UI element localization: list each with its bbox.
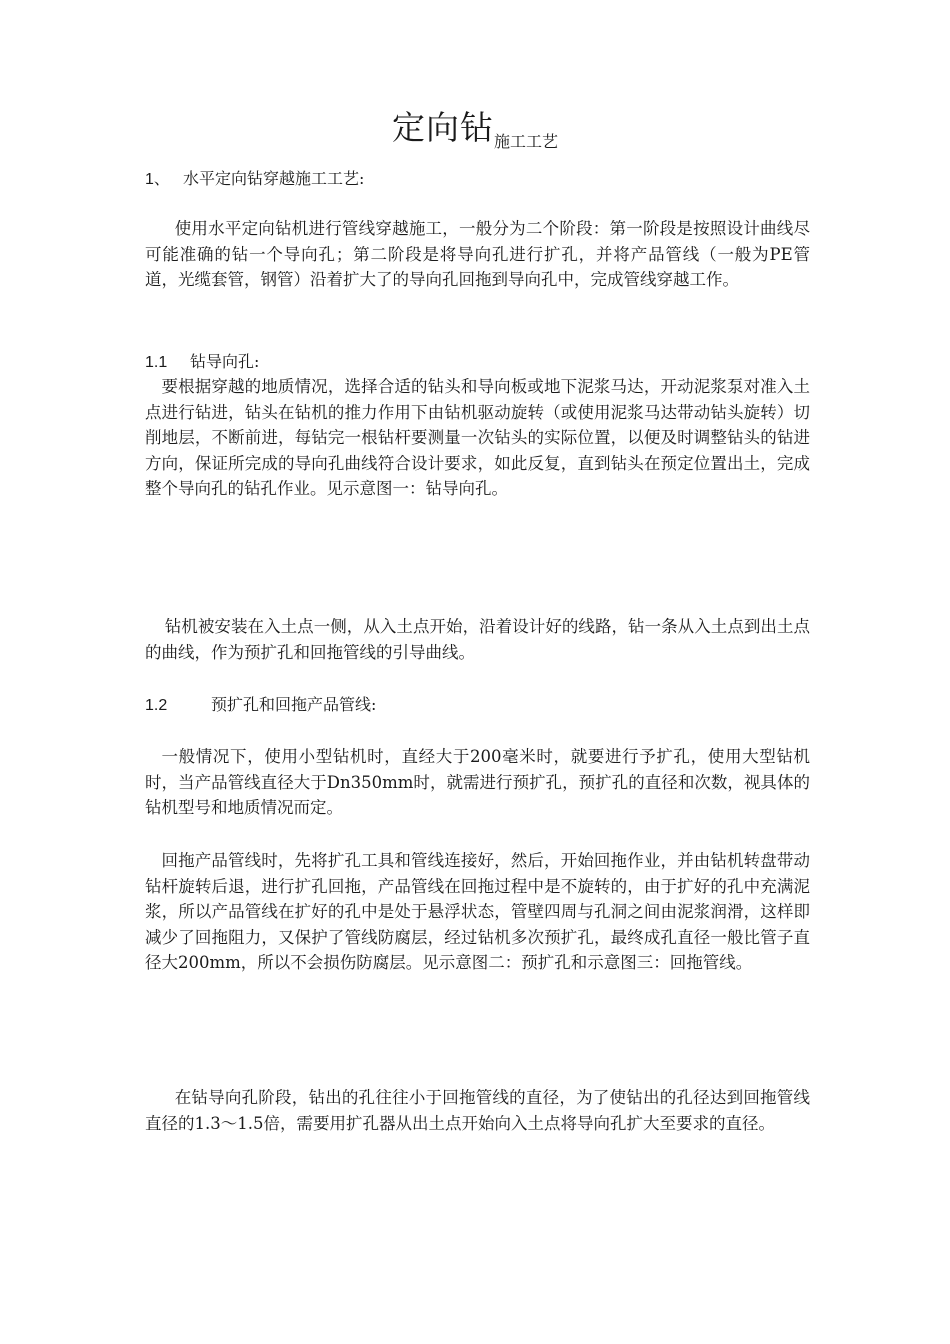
section-1-1-paragraph-2: 钻机被安装在入土点一侧，从入土点开始，沿着设计好的线路，钻一条从入土点到出土点的曲线，作为预扩孔和回拖管线的引导曲线。 — [145, 617, 810, 662]
section-1-2-paragraph-3: 在钻导向孔阶段，钻出的孔往往小于回拖管线的直径，为了使钻出的孔径达到回拖管线直径的1.3～1.5倍，需要用扩孔器从出土点开始向入土点将导向孔扩大至要求的直径。 — [145, 1088, 810, 1133]
document-title — [0, 102, 950, 152]
title-sub: 施工工艺 — [493, 132, 558, 151]
section-1-heading — [145, 166, 364, 192]
section-1-2-title: 预扩孔和回拖产品管线: — [211, 695, 377, 714]
section-1-2-number: 1.2 — [145, 697, 168, 714]
section-1-2-paragraph-2: 回拖产品管线时，先将扩孔工具和管线连接好，然后，开始回拖作业，并由钻机转盘带动钻杆旋转后退，进行扩孔回拖，产品管线在回拖过程中是不旋转的，由于扩好的孔中充满泥浆，所以产品管线在扩好的孔中是处于悬浮状态，管壁四周与孔洞之间由泥浆润滑，这样即减少了回拖阻力，又保护了管线防腐层，经过钻机多次预扩孔，最终成孔直径一般比管子直径大200mm，所以不会损伤防腐层。见示意图二：预扩孔和示意图三：回拖管线。 — [145, 851, 810, 972]
section-1-1-heading — [145, 349, 259, 375]
section-1-1-paragraph-1: 要根据穿越的地质情况，选择合适的钻头和导向板或地下泥浆马达，开动泥浆泵对准入土点进行钻进，钻头在钻机的推力作用下由钻机驱动旋转（或使用泥浆马达带动钻头旋转）切削地层，不断前进，每钻完一根钻杆要测量一次钻头的实际位置，以便及时调整钻头的钻进方向，保证所完成的导向孔曲线符合设计要求，如此反复，直到钻头在预定位置出土，完成整个导向孔的钻孔作业。见示意图一：钻导向孔。 — [145, 377, 810, 498]
section-1-1-number: 1.1 — [145, 354, 168, 371]
section-1-1-title: 钻导向孔: — [190, 352, 260, 371]
section-1-title: 水平定向钻穿越施工工艺: — [183, 169, 365, 188]
title-main: 定向钻 — [391, 108, 494, 147]
section-1-2-paragraph-1: 一般情况下，使用小型钻机时，直经大于200毫米时，就要进行予扩孔，使用大型钻机时，当产品管线直径大于Dn350mm时，就需进行预扩孔，预扩孔的直径和次数，视具体的钻机型号和地质情况而定。 — [145, 747, 810, 817]
section-1-2-heading — [145, 692, 376, 718]
section-1-number: 1、 — [145, 171, 170, 188]
section-1-paragraph: 使用水平定向钻机进行管线穿越施工，一般分为二个阶段：第一阶段是按照设计曲线尽可能准确的钻一个导向孔；第二阶段是将导向孔进行扩孔，并将产品管线（一般为PE管道，光缆套管，钢管）沿着扩大了的导向孔回拖到导向孔中，完成管线穿越工作。 — [145, 219, 810, 289]
